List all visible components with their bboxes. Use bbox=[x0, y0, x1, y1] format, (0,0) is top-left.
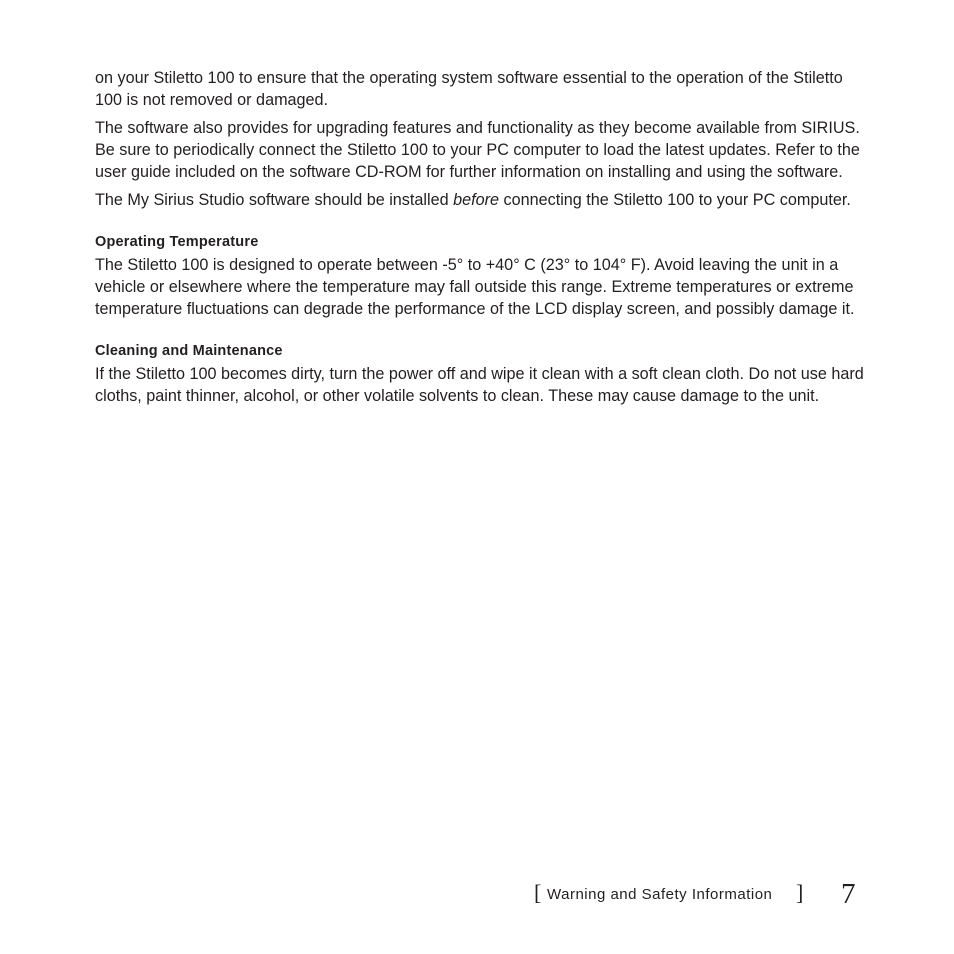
paragraph-install-text-start: The My Sirius Studio software should be installed bbox=[95, 191, 454, 209]
emphasis-before: before bbox=[453, 191, 500, 209]
heading-cleaning-maintenance: Cleaning and Maintenance bbox=[95, 343, 283, 359]
page-content bbox=[95, 67, 865, 413]
paragraph-install-before bbox=[95, 189, 865, 211]
heading-operating-temperature: Operating Temperature bbox=[95, 234, 259, 250]
page-footer bbox=[534, 878, 864, 914]
paragraph-cleaning-maintenance: If the Stiletto 100 becomes dirty, turn the power off and wipe it clean with a soft clean cloth. Do not use hard cloths, paint thinner, alcohol, or other volatile solvents to clean. These may cause damage to the unit. bbox=[95, 365, 864, 405]
paragraph-operating-temperature: The Stiletto 100 is designed to operate between -5° to +40° C (23° to 104° F). Avoid leaving the unit in a vehicle or elsewhere where the temperature may fall outside this range. Extreme temperatures or extreme temperature fluctuations can degrade the performance of the LCD display screen, and possibly damage it. bbox=[95, 256, 855, 318]
page-number: 7 bbox=[841, 878, 856, 910]
footer-left-bracket: [ bbox=[534, 880, 542, 905]
paragraph-os-software: on your Stiletto 100 to ensure that the operating system software essential to the operation of the Stiletto 100 is not removed or damaged. bbox=[95, 69, 843, 109]
paragraph-install-text-end: connecting the Stiletto 100 to your PC computer. bbox=[499, 191, 851, 209]
paragraph-upgrades: The software also provides for upgrading features and functionality as they become available from SIRIUS. Be sure to periodically connect the Stiletto 100 to your PC computer to load the latest updates. Refer to the user guide included on the software CD-ROM for further information on installing and using the software. bbox=[95, 119, 860, 181]
footer-right-bracket: ] bbox=[796, 880, 804, 905]
footer-section-name: Warning and Safety Information bbox=[547, 886, 773, 903]
